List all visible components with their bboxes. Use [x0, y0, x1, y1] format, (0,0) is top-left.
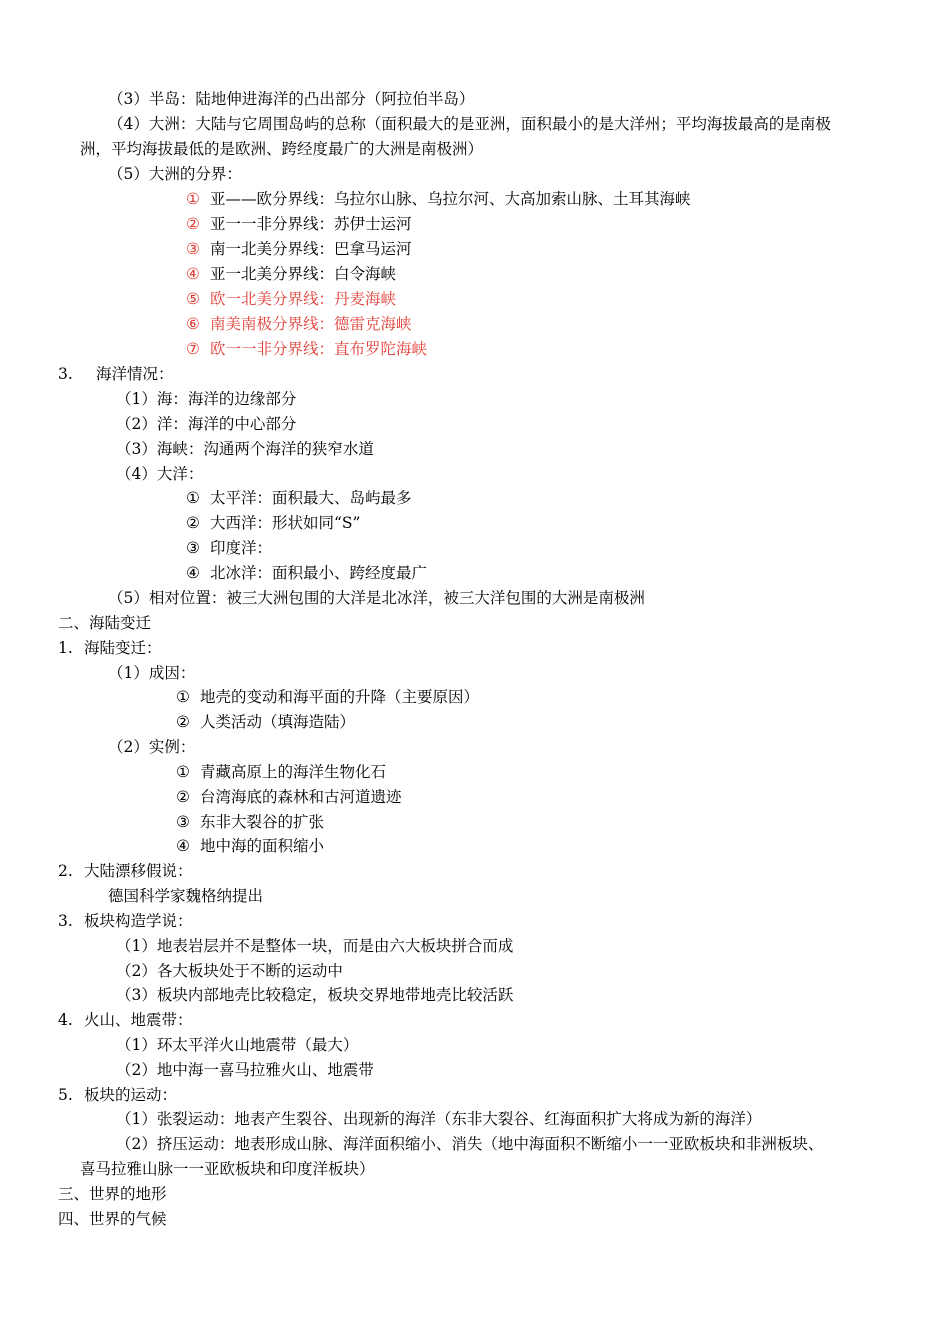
- section-heading: 3. 板块构造学说：: [58, 912, 193, 930]
- list-item: ① 地壳的变动和海平面的升降（主要原因）: [176, 688, 480, 706]
- text-line: （2）地中海一喜马拉雅火山、地震带: [116, 1061, 374, 1079]
- ocean-item: ④ 北冰洋：面积最小、跨经度最广: [186, 564, 428, 582]
- boundary-item: ① 亚——欧分界线：乌拉尔山脉、乌拉尔河、大高加索山脉、土耳其海峡: [186, 190, 691, 208]
- text-line: （5）相对位置：被三大洲包围的大洋是北冰洋，被三大洋包围的大洲是南极洲: [108, 589, 645, 607]
- ocean-item: ② 大西洋：形状如同“S”: [186, 514, 361, 532]
- text-line: （4）大洋：: [116, 465, 204, 483]
- boundary-item: ③ 南一北美分界线：巴拿马运河: [186, 240, 412, 258]
- boundary-text: 亚——欧分界线：乌拉尔山脉、乌拉尔河、大高加索山脉、土耳其海峡: [210, 190, 691, 208]
- text-line: （3）板块内部地壳比较稳定，板块交界地带地壳比较活跃: [116, 986, 514, 1004]
- text-line: （2）各大板块处于不断的运动中: [116, 962, 343, 980]
- list-item: ② 台湾海底的森林和古河道遗迹: [176, 788, 402, 806]
- text-line: （3）半岛：陆地伸进海洋的凸出部分（阿拉伯半岛）: [108, 90, 475, 108]
- text-line: 喜马拉雅山脉一一亚欧板块和印度洋板块）: [80, 1160, 375, 1178]
- boundary-text: 欧一一非分界线：直布罗陀海峡: [210, 340, 428, 358]
- ocean-item: ① 太平洋：面积最大、岛屿最多: [186, 489, 412, 507]
- chapter-heading: 二、海陆变迁: [58, 614, 152, 632]
- list-item: ④ 地中海的面积缩小: [176, 837, 325, 855]
- section-heading: 1. 海陆变迁：: [58, 639, 162, 657]
- boundary-item: ④ 亚一北美分界线：白令海峡: [186, 265, 397, 283]
- boundary-item-highlight: ⑥ 南美南极分界线：德雷克海峡: [186, 315, 412, 333]
- boundary-text: 欧一北美分界线：丹麦海峡: [210, 290, 397, 308]
- text-line: 德国科学家魏格纳提出: [108, 887, 264, 905]
- text-line: （4）大洲：大陆与它周围岛屿的总称（面积最大的是亚洲，面积最小的是大洋州；平均海拔最高的是南极: [108, 115, 831, 133]
- text-line: （1）成因：: [108, 664, 196, 682]
- text-line: （5）大洲的分界：: [108, 165, 242, 183]
- section-heading: 5. 板块的运动：: [58, 1086, 178, 1104]
- chapter-heading: 三、世界的地形: [58, 1185, 167, 1203]
- text-line: 洲，平均海拔最低的是欧洲、跨经度最广的大洲是南极洲）: [80, 140, 484, 158]
- boundary-text: 南一北美分界线：巴拿马运河: [210, 240, 412, 258]
- text-line: （1）海：海洋的边缘部分: [116, 390, 297, 408]
- boundary-item-highlight: ⑦ 欧一一非分界线：直布罗陀海峡: [186, 340, 428, 358]
- list-item: ③ 东非大裂谷的扩张: [176, 813, 325, 831]
- boundary-item: ② 亚一一非分界线：苏伊士运河: [186, 215, 412, 233]
- text-line: （1）张裂运动：地表产生裂谷、出现新的海洋（东非大裂谷、红海面积扩大将成为新的海洋）: [116, 1110, 762, 1128]
- ocean-item: ③ 印度洋：: [186, 539, 273, 557]
- section-heading: 3. 海洋情况：: [58, 365, 174, 383]
- boundary-text: 南美南极分界线：德雷克海峡: [210, 315, 412, 333]
- list-item: ② 人类活动（填海造陆）: [176, 713, 356, 731]
- text-line: （2）洋：海洋的中心部分: [116, 415, 297, 433]
- text-line: （3）海峡：沟通两个海洋的狭窄水道: [116, 440, 374, 458]
- boundary-item-highlight: ⑤ 欧一北美分界线：丹麦海峡: [186, 290, 397, 308]
- section-heading: 2. 大陆漂移假说：: [58, 862, 193, 880]
- boundary-text: 亚一北美分界线：白令海峡: [210, 265, 397, 283]
- boundary-text: 亚一一非分界线：苏伊士运河: [210, 215, 412, 233]
- text-line: （1）环太平洋火山地震带（最大）: [116, 1036, 359, 1054]
- list-item: ① 青藏高原上的海洋生物化石: [176, 763, 387, 781]
- chapter-heading: 四、世界的气候: [58, 1210, 167, 1228]
- text-line: （2）实例：: [108, 738, 196, 756]
- text-line: （2）挤压运动：地表形成山脉、海洋面积缩小、消失（地中海面积不断缩小一一亚欧板块和非洲板块、: [116, 1135, 824, 1153]
- section-heading: 4. 火山、地震带：: [58, 1011, 193, 1029]
- text-line: （1）地表岩层并不是整体一块，而是由六大板块拼合而成: [116, 937, 514, 955]
